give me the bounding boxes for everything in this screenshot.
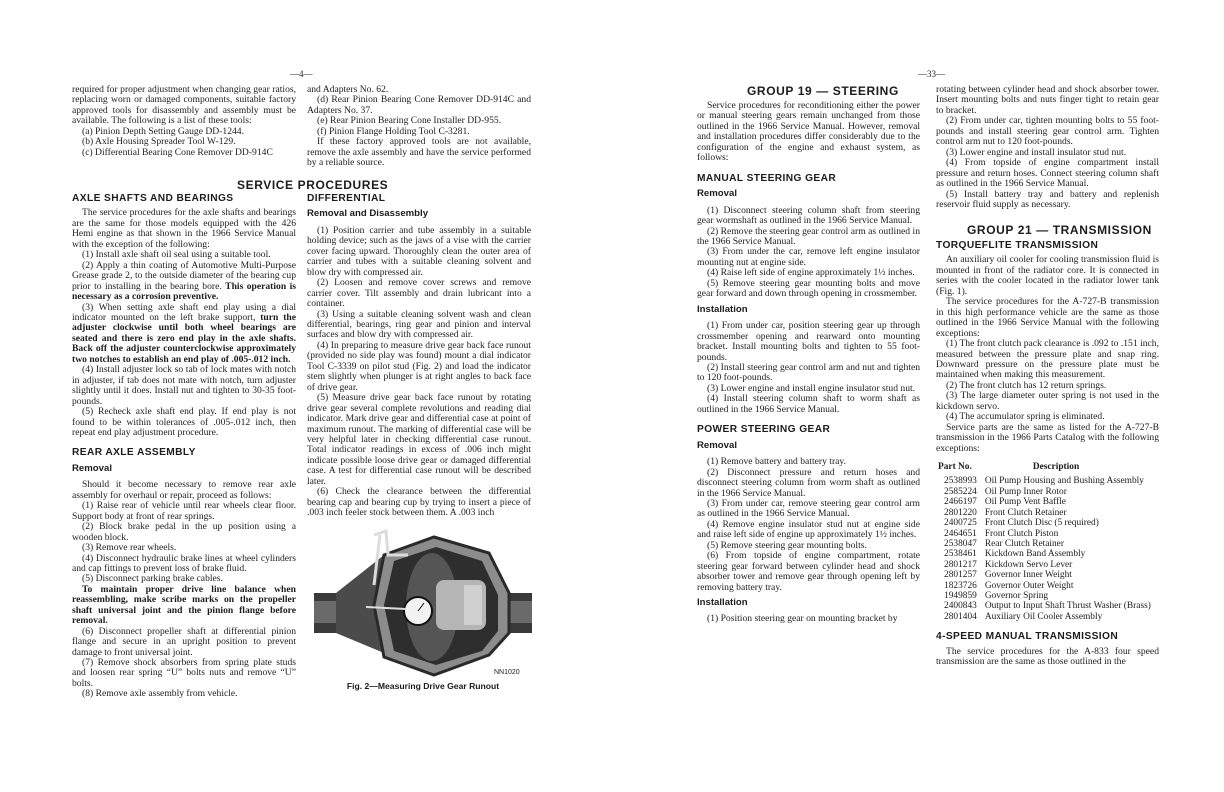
part-description: Front Clutch Piston	[984, 528, 1059, 539]
part-number: 2466197	[944, 497, 977, 508]
part-description: Output to Input Shaft Thrust Washer (Brass)	[984, 601, 1151, 612]
paragraph	[307, 137, 531, 168]
paragraph-text: (1) The front clutch pack clearance is .092 to .151 inch, measured between the pressure plate and snap ring. Downward pressure on the pressure plate must be maintained when making this measurement.	[936, 338, 1159, 381]
part-number: 1949859	[944, 590, 977, 601]
paragraph-text: (4) In preparing to measure drive gear back face runout (provided no side play was found) mount a dial indicator Tool C-3339 on pilot stud (Fig. 2) and load the indicator stem slightly when plunger is at right angles to back face of drive gear.	[307, 339, 531, 393]
part-description: Oil Pump Inner Rotor	[984, 486, 1067, 497]
paragraph	[72, 689, 296, 699]
paragraph-text: (1) Position steering gear on mounting bracket by	[707, 613, 898, 625]
part-description: Governor Inner Weight	[984, 570, 1072, 581]
paragraph-text: (2) Install steering gear control arm and nut and tighten to 120 foot-pounds.	[697, 361, 920, 384]
part-number: 2400725	[944, 518, 977, 529]
part-description: Kickdown Band Assembly	[984, 549, 1086, 560]
table-row	[938, 539, 1151, 549]
part-description: Rear Clutch Retainer	[984, 538, 1064, 549]
paragraph-text: (3) Remove rear wheels.	[82, 542, 177, 554]
paragraph	[697, 468, 920, 499]
paragraph	[936, 339, 1159, 381]
paragraph-bold-text: turn the adjuster clockwise until both wheel bearings are seated and there is zero end play in the axle shafts. Back off the adjuster counterclockwise approximately two notches to establish an end play of .005-.012 inch.	[72, 311, 297, 365]
paragraph	[72, 407, 296, 438]
paragraph-text: (7) Remove shock absorbers from spring plate studs and loosen rear spring “U” bolts nuts and remove “U” bolts.	[72, 657, 296, 689]
paragraph-text: (3) From under car, remove steering gear control arm as outlined in the 1966 Service Manual.	[697, 497, 920, 520]
paragraph-text: (2) Disconnect pressure and return hoses and disconnect steering column from worm shaft as outlined in the 1966 Service Manual.	[697, 466, 920, 499]
paragraph	[72, 522, 296, 543]
paragraph	[72, 658, 296, 689]
paragraph	[72, 85, 296, 127]
paragraph-text: (3) From under the car, remove left engine insulator mounting nut at engine side.	[697, 246, 920, 268]
paragraph-text: (5) Install battery tray and battery and replenish reservoir fluid supply as necessary.	[936, 188, 1159, 210]
part-number: 2464651	[944, 528, 977, 539]
page-number-right: —33—	[918, 69, 945, 79]
part-description: Governor Outer Weight	[984, 580, 1074, 591]
paragraph	[307, 95, 531, 116]
paragraph-text: (5) Remove steering gear mounting bolts.	[707, 539, 867, 551]
paragraph-text: (4) Install steering column shaft to worm shaft as outlined in the 1966 Service Manual.	[697, 393, 920, 415]
section-heading: DIFFERENTIAL	[307, 193, 386, 204]
section-heading: MANUAL STEERING GEAR	[697, 172, 837, 184]
paragraph-text: (f) Pinion Flange Holding Tool C-3281.	[317, 125, 470, 137]
paragraph-text: (1) Install axle shaft oil seal using a suitable tool.	[82, 249, 271, 261]
figure-differential-photo	[314, 525, 532, 683]
paragraph-text: (1) Raise rear of vehicle until rear wheels clear floor. Support body at front of rear springs.	[72, 500, 296, 522]
paragraph	[307, 310, 531, 341]
paragraph	[697, 227, 920, 248]
table-header: Part No.	[938, 462, 972, 473]
table-header: Description	[1032, 462, 1080, 473]
table-row	[938, 601, 1151, 611]
paragraph-text: The service procedures for the A-727-B transmission in this high performance vehicle are the same as those outlined in the 1966 Service Manual with the following exceptions:	[936, 296, 1159, 339]
paragraph-text: (3) Using a suitable cleaning solvent wash and clean differential, bearings, ring gear and pinion and interval surfaces and blow dry with compressed air.	[307, 308, 531, 341]
paragraph-text: (1) Remove battery and battery tray.	[707, 456, 846, 468]
figure-id: NN1020	[494, 669, 520, 676]
paragraph-text: (3) The large diameter outer spring is not used in the kickdown servo.	[936, 390, 1159, 412]
paragraph	[72, 303, 296, 366]
paragraph	[307, 341, 531, 393]
paragraph	[936, 85, 1159, 116]
paragraph	[936, 158, 1159, 189]
paragraph	[936, 423, 1159, 454]
part-description: Front Clutch Disc (5 required)	[984, 518, 1099, 529]
section-title: SERVICE PROCEDURES	[237, 178, 389, 192]
paragraph-text: If these factory approved tools are not available, remove the axle assembly and have the service performed by a reliable source.	[307, 136, 531, 169]
paragraph-bold-text: To maintain proper drive line balance when reassembling, make scribe marks on the propeller shaft universal joint and the pinion flange before removal.	[72, 583, 296, 627]
section-heading: REAR AXLE ASSEMBLY	[72, 447, 196, 459]
paragraph	[72, 261, 296, 303]
section-heading: AXLE SHAFTS AND BEARINGS	[72, 193, 234, 204]
left-col2	[307, 194, 531, 519]
part-number: 2801404	[944, 611, 977, 622]
subsection-heading: Removal	[697, 188, 737, 200]
paragraph-text: (c) Differential Bearing Cone Remover DD-914C	[82, 146, 273, 158]
right-col1	[697, 101, 920, 625]
section-heading: TORQUEFLITE TRANSMISSION	[936, 240, 1099, 251]
part-number: 2400843	[944, 601, 977, 612]
paragraph	[936, 190, 1159, 211]
table-row	[938, 529, 1151, 539]
table-row	[938, 560, 1151, 570]
parts-table	[938, 462, 1151, 622]
paragraph-text: The service procedures for the axle shafts and bearings are the same for those models equipped with the 426 Hemi engine as that shown in the 1966 Service Manual with the exception of the following:	[72, 207, 296, 250]
part-number: 2538461	[944, 549, 977, 560]
paragraph	[697, 551, 920, 593]
paragraph-text: (6) From topside of engine compartment, rotate steering gear forward between cylinder head and shock absorber tower and remove gear through opening left by removing battery tray.	[697, 550, 920, 593]
left-col1	[72, 194, 296, 700]
paragraph	[72, 585, 296, 627]
paragraph	[697, 101, 920, 164]
part-number: 2538047	[944, 538, 977, 549]
part-number: 1823726	[944, 580, 977, 591]
table-row	[938, 518, 1151, 528]
paragraph	[697, 247, 920, 268]
right-col2	[936, 241, 1159, 668]
paragraph	[307, 278, 531, 309]
table-row	[938, 497, 1151, 507]
paragraph	[307, 226, 531, 278]
paragraph-text: (3) Lower engine and install engine insulator stud nut.	[707, 382, 916, 394]
paragraph-text: rotating between cylinder head and shock absorber tower. Insert mounting bolts and nuts finger tight to retain gear to bracket.	[936, 84, 1159, 116]
paragraph-text: (d) Rear Pinion Bearing Cone Remover DD-914C and Adapters No. 37.	[307, 94, 531, 116]
paragraph-text: (5) Disconnect parking brake cables.	[82, 573, 223, 585]
paragraph	[936, 255, 1159, 297]
paragraph-text: (2) Block brake pedal in the up position using a wooden block.	[72, 521, 296, 543]
paragraph-text: (4) The accumulator spring is eliminated.	[946, 411, 1105, 423]
part-description: Governor Spring	[984, 590, 1049, 601]
table-row	[938, 591, 1151, 601]
paragraph-text: Should it become necessary to remove rear axle assembly for overhaul or repair, proceed as follows:	[72, 479, 296, 501]
subsection-heading: Removal	[697, 439, 737, 451]
paragraph-text: (4) Raise left side of engine approximately 1½ inches.	[707, 267, 915, 279]
paragraph	[697, 206, 920, 227]
paragraph-text: (e) Rear Pinion Bearing Cone Installer DD-955.	[317, 115, 502, 127]
left-col1-top	[72, 85, 296, 158]
paragraph-text: (6) Check the clearance between the differential bearing cap and bearing cup by trying to insert a piece of .003 inch feeler stock between them. A .003 inch	[307, 486, 531, 519]
subsection-heading: Removal	[72, 462, 112, 474]
paragraph-text: The service procedures for the A-833 four speed transmission are the same as those outlined in the	[936, 645, 1159, 668]
paragraph-text: (2) Loosen and remove cover screws and remove carrier cover. Tilt assembly and drain lubricant into a container.	[307, 277, 531, 310]
table-row	[938, 508, 1151, 518]
paragraph	[72, 148, 296, 158]
section-heading: 4-SPEED MANUAL TRANSMISSION	[936, 631, 1119, 643]
part-number: 2585224	[944, 486, 977, 497]
subsection-heading: Removal and Disassembly	[307, 208, 429, 220]
paragraph-text: Service procedures for reconditioning either the power or manual steering gears remain unchanged from those outlined in the 1966 Service Manual. However, removal and installation procedures differ considerably due to the configuration of the engine and exhaust system, as follows:	[697, 100, 920, 164]
paragraph	[697, 520, 920, 541]
table-row	[938, 549, 1151, 559]
part-description: Oil Pump Vent Baffle	[984, 497, 1066, 508]
part-description: Auxiliary Oil Cooler Assembly	[984, 611, 1103, 622]
part-number: 2801257	[944, 570, 977, 581]
paragraph	[307, 487, 531, 518]
paragraph	[72, 554, 296, 575]
paragraph-text: (4) From topside of engine compartment install pressure and return hoses. Connect steering column shaft as outlined in the 1966 Service Manual.	[936, 157, 1159, 190]
paragraph-text: and Adapters No. 62.	[307, 84, 389, 95]
paragraph	[72, 501, 296, 522]
paragraph	[936, 647, 1159, 668]
section-heading: POWER STEERING GEAR	[697, 424, 831, 436]
group21-title: GROUP 21 — TRANSMISSION	[967, 223, 1152, 237]
paragraph-text: (2) Remove the steering gear control arm as outlined in the 1966 Service Manual.	[697, 225, 920, 247]
subsection-heading: Installation	[697, 303, 748, 315]
paragraph	[697, 321, 920, 363]
figure-caption: Fig. 2—Measuring Drive Gear Runout	[346, 681, 500, 691]
paragraph	[72, 627, 296, 658]
paragraph-text: Service parts are the same as listed for the A-727-B transmission in the 1966 Parts Catalog with the following exceptions:	[936, 421, 1159, 454]
paragraph-text: (b) Axle Housing Spreader Tool W-129.	[82, 136, 236, 148]
paragraph-text: (3) When setting axle shaft end play using a dial indicator mounted on the left brake support,	[72, 301, 296, 323]
paragraph-text: (5) Measure drive gear back face runout by rotating drive gear several complete revolutions and reading dial indicator. Mark drive gear and differential case at point of maximum runout. The marking of differential case will be very helpful later in checking differential case runout. Total indicator readings in excess of .006 inch might indicate possible loose drive gear or damaged differential case. A test for differential case runout will be described later.	[307, 392, 531, 487]
paragraph-text: required for proper adjustment when changing gear ratios, replacing worn or damaged components, suitable factory approved tools for disassembly and assembly must be available. The following is a list of these tools:	[72, 84, 296, 127]
paragraph	[697, 614, 920, 624]
paragraph	[307, 393, 531, 487]
paragraph	[72, 208, 296, 250]
paragraph	[72, 480, 296, 501]
table-row	[938, 581, 1151, 591]
paragraph-bold-text: This operation is necessary as a corrosion preventive.	[72, 280, 296, 303]
paragraph	[72, 365, 296, 407]
table-row	[938, 612, 1151, 622]
paragraph-text: (2) Apply a thin coating of Automotive Multi-Purpose Grease grade 2, to the outside diameter of the bearing cup prior to installing in the bearing bore.	[72, 259, 296, 292]
paragraph-text: (2) The front clutch has 12 return springs.	[946, 379, 1107, 391]
part-number: 2801217	[944, 559, 977, 570]
paragraph-text: (4) Remove engine insulator stud nut at engine side and raise left side of engine up approximately 1½ inches.	[697, 518, 920, 541]
paragraph	[936, 391, 1159, 412]
paragraph	[936, 116, 1159, 147]
table-row	[938, 570, 1151, 580]
part-description: Front Clutch Retainer	[984, 507, 1067, 518]
paragraph	[697, 394, 920, 415]
right-col2-top	[936, 85, 1159, 210]
paragraph-text: (1) Disconnect steering column shaft from steering gear wormshaft as outlined in the 1966 Service Manual.	[697, 204, 920, 227]
left-col2-top	[307, 85, 531, 169]
paragraph	[697, 363, 920, 384]
paragraph-text: (5) Recheck axle shaft end play. If end play is not found to be within tolerances of .005-.012 inch, then repeat end play adjustment procedure.	[72, 406, 296, 438]
paragraph-text: (8) Remove axle assembly from vehicle.	[82, 688, 238, 700]
paragraph	[697, 499, 920, 520]
paragraph	[697, 279, 920, 300]
part-number: 2801220	[944, 507, 977, 518]
paragraph-text: An auxiliary oil cooler for cooling transmission fluid is mounted in front of the radiator core. It is connected in series with the cooler located in the radiator lower tank (Fig. 1).	[936, 254, 1159, 297]
paragraph	[936, 297, 1159, 339]
paragraph-text: (6) Disconnect propeller shaft at differential pinion flange and secure in an upright position to prevent damage to front universal joint.	[72, 625, 296, 658]
paragraph-text: (4) Disconnect hydraulic brake lines at wheel cylinders and cap fittings to prevent loss of brake fluid.	[72, 552, 296, 574]
differential-illustration	[314, 525, 532, 683]
part-number: 2538993	[944, 476, 977, 487]
page-number-left: —4—	[290, 69, 313, 79]
paragraph-text: (4) Install adjuster lock so tab of lock mates with notch in adjuster, if tab does not mate with notch, turn adjuster slightly until it does. Install nut and tighten to 30-35 foot-pounds.	[72, 364, 296, 407]
paragraph-text: (1) Position carrier and tube assembly in a suitable holding device; such as the jaws of a vise with the carrier cover facing upward. Thoroughly clean the outer area of carrier and tubes with a suitable cleaning solvent and blow dry with compressed air.	[307, 224, 531, 278]
table-row	[938, 487, 1151, 497]
paragraph-text: (2) From under car, tighten mounting bolts to 55 foot-pounds and install steering gear control arm. Tighten control arm nut to 120 foot-pounds.	[936, 115, 1159, 148]
part-description: Kickdown Servo Lever	[984, 559, 1073, 570]
paragraph-text: (1) From under car, position steering gear up through crossmember opening and rearward onto mounting bracket. Install mounting bolts and tighten to 55 foot-pounds.	[697, 320, 920, 363]
paragraph-text: (a) Pinion Depth Setting Gauge DD-1244.	[82, 125, 245, 137]
group19-title: GROUP 19 — STEERING	[747, 84, 899, 98]
paragraph-text: (3) Lower engine and install insulator stud nut.	[946, 146, 1127, 158]
table-row	[938, 476, 1151, 486]
subsection-heading: Installation	[697, 597, 748, 609]
paragraph-text: (5) Remove steering gear mounting bolts and move gear forward and down through opening in crossmember.	[697, 277, 920, 300]
part-description: Oil Pump Housing and Bushing Assembly	[984, 476, 1144, 487]
